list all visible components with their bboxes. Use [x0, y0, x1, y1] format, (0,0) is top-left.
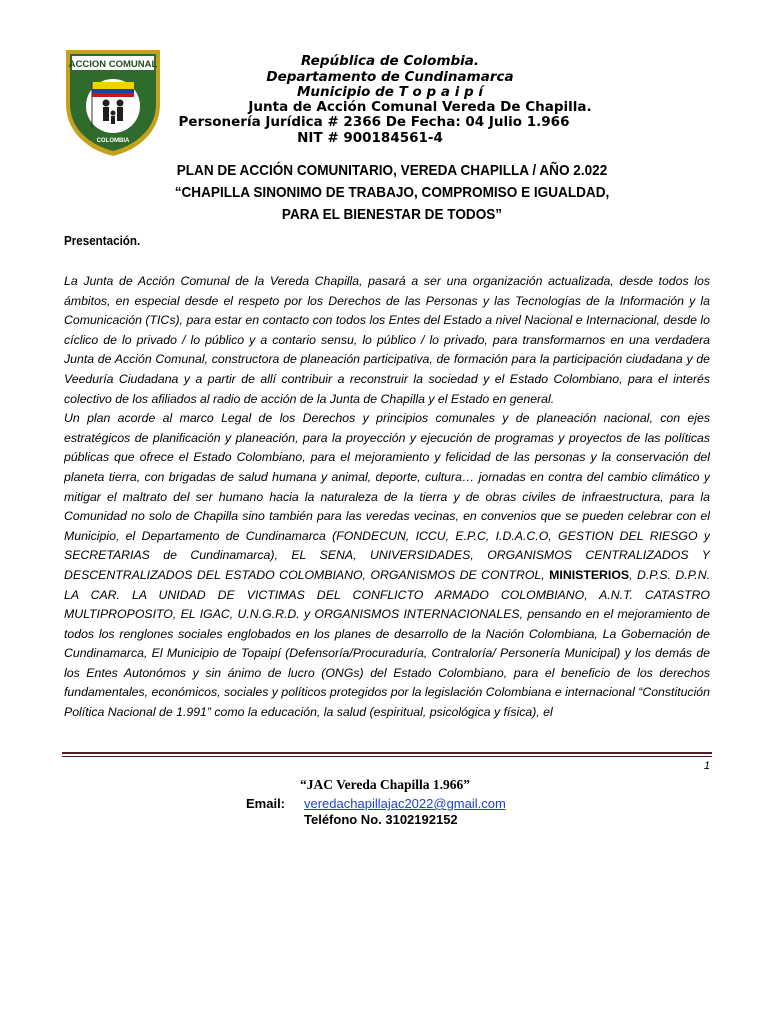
body-text [64, 272, 710, 740]
header-department: Departamento de Cundinamarca [266, 69, 514, 85]
footer-email-link[interactable]: veredachapillajac2022@gmail.com [304, 796, 506, 811]
footer-divider [62, 752, 712, 754]
page-number: 1 [703, 760, 710, 772]
svg-text:ACCION COMUNAL: ACCION COMUNAL [68, 59, 158, 70]
header-organization: Junta de Acción Comunal Vereda De Chapilla. [248, 99, 592, 115]
paragraph-2-bold: MINISTERIOS [549, 567, 630, 582]
footer-phone: Teléfono No. 3102192152 [304, 812, 458, 827]
footer-email-label: Email: [246, 796, 286, 811]
paragraph-2-start: Un plan acorde al marco Legal de los Derechos y principios comunales y de planeación nacional, con ejes estratégicos de planificación y planeación, para la proyección y ejecución de programas y proyectos de las políticas públicas que ofrece el Estado Colombiano, para el mejoramiento y felicidad de las personas y la conservación del planeta tierra, con brigadas de salud humana y animal, deporte, cultura… jornadas en contra del cambio climático y mitigar el maltrato del ser humano hacia la naturaleza de la tierra y de obras civiles de infraestructura, para la Comunidad no solo de Chapilla sino también para las veredas vecinas, en convenios que se pueden celebrar con el Municipio, el Departamento de Cundinamarca (FONDECUN, ICCU, E.P.C, I.D.A.C.O, GESTION DEL RIESGO y SECRETARIAS de Cundinamarca), EL SENA, UNIVERSIDADES, ORGANISMOS CENTRALIZADOS Y DESCENTRALIZADOS DEL ESTADO COLOMBIANO, ORGANISMOS DE CONTROL, [64, 411, 710, 582]
paragraph-2 [64, 409, 710, 723]
svg-text:COLOMBIA: COLOMBIA [96, 138, 130, 144]
paragraph-1: La Junta de Acción Comunal de la Vereda Chapilla, pasará a ser una organización actualizada, desde todos los ámbitos, en especial desde el respeto por los Derechos de las Personas y las Tecnologías de la Información y la Comunicación (TICs), para estar en contacto con todos los Entes del Estado a nivel Nacional e Internacional, desde lo cíclico de lo privado / lo público y a contario sensu, lo público / lo privado, para transformarnos en una verdadera Junta de Acción Comunal, constructora de planeación participativa, de formación para la participación ciudadana y de Veeduría Ciudadana y a partir de allí contribuir a reconstruir la sociedad y el Estado Colombiano, para el interés colectivo de los afiliados al radio de acción de la Junta de Chapilla y el Estado en general. [64, 274, 710, 406]
document-subtitle-1: “CHAPILLA SINONIMO DE TRABAJO, COMPROMISO E IGUALDAD, [174, 185, 610, 201]
footer-divider-thin [62, 756, 712, 757]
footer-motto: “JAC Vereda Chapilla 1.966” [299, 777, 471, 792]
paragraph-2-end: , D.P.S. D.P.N. LA CAR. LA UNIDAD DE VICTIMAS DEL CONFLICTO ARMADO COLOMBIANO, A.N.T. CATASTRO MULTIPROPOSITO, EL IGAC, U.N.G.R.D. y ORGANISMOS INTERNACIONALES, pensando en el mejoramiento de todos los renglones sociales englobados en los planes de desarrollo de la Nación Colombiana, La Gobernación de Cundinamarca, El Municipio de Topaipí (Defensoría/Procuraduría, Contraloría/ Personería Municipal) y los demás de los Entes Autonómos y sin ánimo de lucro (ONGs) del Estado Colombiano, para el beneficio de los derechos fundamentales, económicos, sociales y políticos protegidos por la legislación Colombiana e internacional “Constitución Política Nacional de 1.991” como la educación, la salud (espiritual, psicológica y física), el [64, 567, 710, 720]
document-title: PLAN DE ACCIÓN COMUNITARIO, VEREDA CHAPILLA / AÑO 2.022 [176, 163, 608, 179]
header-legal-status: Personería Jurídica # 2366 De Fecha: 04 Julio 1.966 [178, 114, 570, 130]
header-municipality: Municipio de T o p a i p í [296, 84, 484, 100]
section-heading: Presentación. [64, 234, 141, 248]
header-nit: NIT # 900184561-4 [297, 130, 443, 146]
header-country: República de Colombia. [300, 53, 480, 69]
document-subtitle-2: PARA EL BIENESTAR DE TODOS” [281, 207, 503, 223]
